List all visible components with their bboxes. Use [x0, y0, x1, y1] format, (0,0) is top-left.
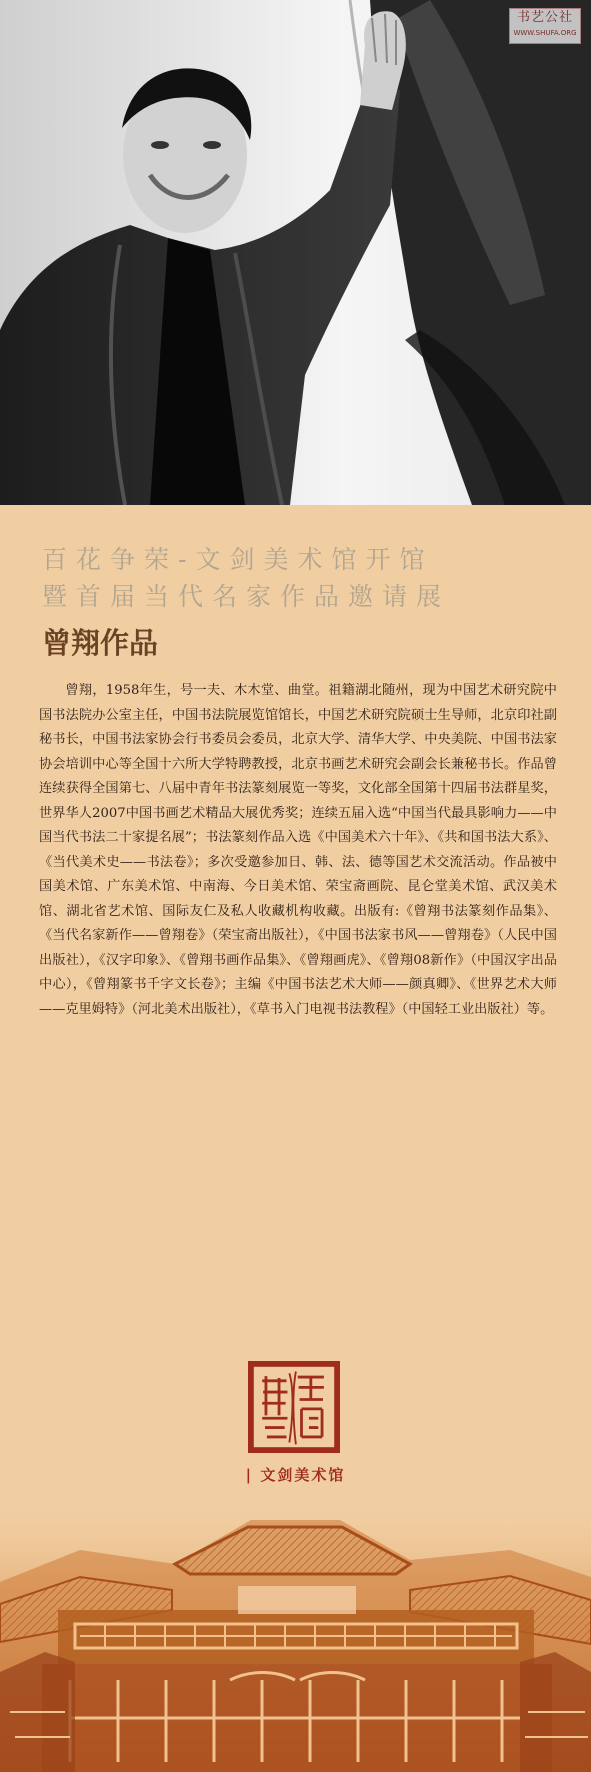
exhibition-headline [42, 541, 558, 615]
portrait-photo-icon [0, 0, 591, 505]
headline-line-2: 暨首届当代名家作品邀请展 [42, 582, 451, 611]
museum-building-illustration [0, 1492, 591, 1772]
site-watermark [509, 8, 581, 44]
building-illustration-icon [0, 1492, 591, 1772]
square-seal-icon [248, 1361, 340, 1453]
watermark-url: WWW.SHUFA.ORG [513, 29, 577, 37]
headline-line-1: 百花争荣-文剑美术馆开馆 [42, 545, 434, 574]
logo-name: 文剑美术馆 [260, 1466, 346, 1484]
portrait-photo [0, 0, 591, 505]
watermark-title: 书艺公社 [516, 10, 573, 25]
artist-biography: 曾翔，1958年生，号一夫、木木堂、曲堂。祖籍湖北随州，现为中国艺术研究院中国书法院办公室主任，中国书法院展览馆馆长，中国艺术研究院硕士生导师，北京印社副秘书长，中国书法家协会行书委员会委员，北京大学、清华大学、中央美院、中国书法家协会培训中心等全国十六所大学特聘教授，北京书画艺术研究会副会长兼秘书长。作品曾连续获得全国第七、八届中青年书法篆刻展览一等奖，文化部全国第十四届书法群星奖，世界华人2007中国书画艺术精品大展优秀奖；连续五届入选“中国当代最具影响力——中国当代书法二十家提名展”；书法篆刻作品入选《中国美术六十年》、《共和国书法大系》、《当代美术史——书法卷》；多次受邀参加日、韩、法、德等国艺术交流活动。作品被中国美术馆、广东美术馆、中南海、今日美术馆、荣宝斋画院、昆仑堂美术馆、武汉美术馆、湖北省艺术馆、国际友仁及私人收藏机构收藏。出版有:《曾翔书法篆刻作品集》、《当代名家新作——曾翔卷》（荣宝斋出版社），《中国书法家书风——曾翔卷》（人民中国出版社），《汉字印象》、《曾翔书画作品集》、《曾翔画虎》、《曾翔08新作》（中国汉字出品中心），《曾翔篆书千字文长卷》；主编《中国书法艺术大师——颜真卿》、《世界艺术大师——克里姆特》（河北美术出版社），《草书入门电视书法教程》（中国轻工业出版社）等。 [39, 683, 557, 1017]
artist-works-title: 曾翔作品 [42, 626, 159, 660]
museum-seal [248, 1361, 340, 1453]
logo-mark: | [245, 1466, 254, 1484]
museum-logo-text [33, 1465, 558, 1485]
